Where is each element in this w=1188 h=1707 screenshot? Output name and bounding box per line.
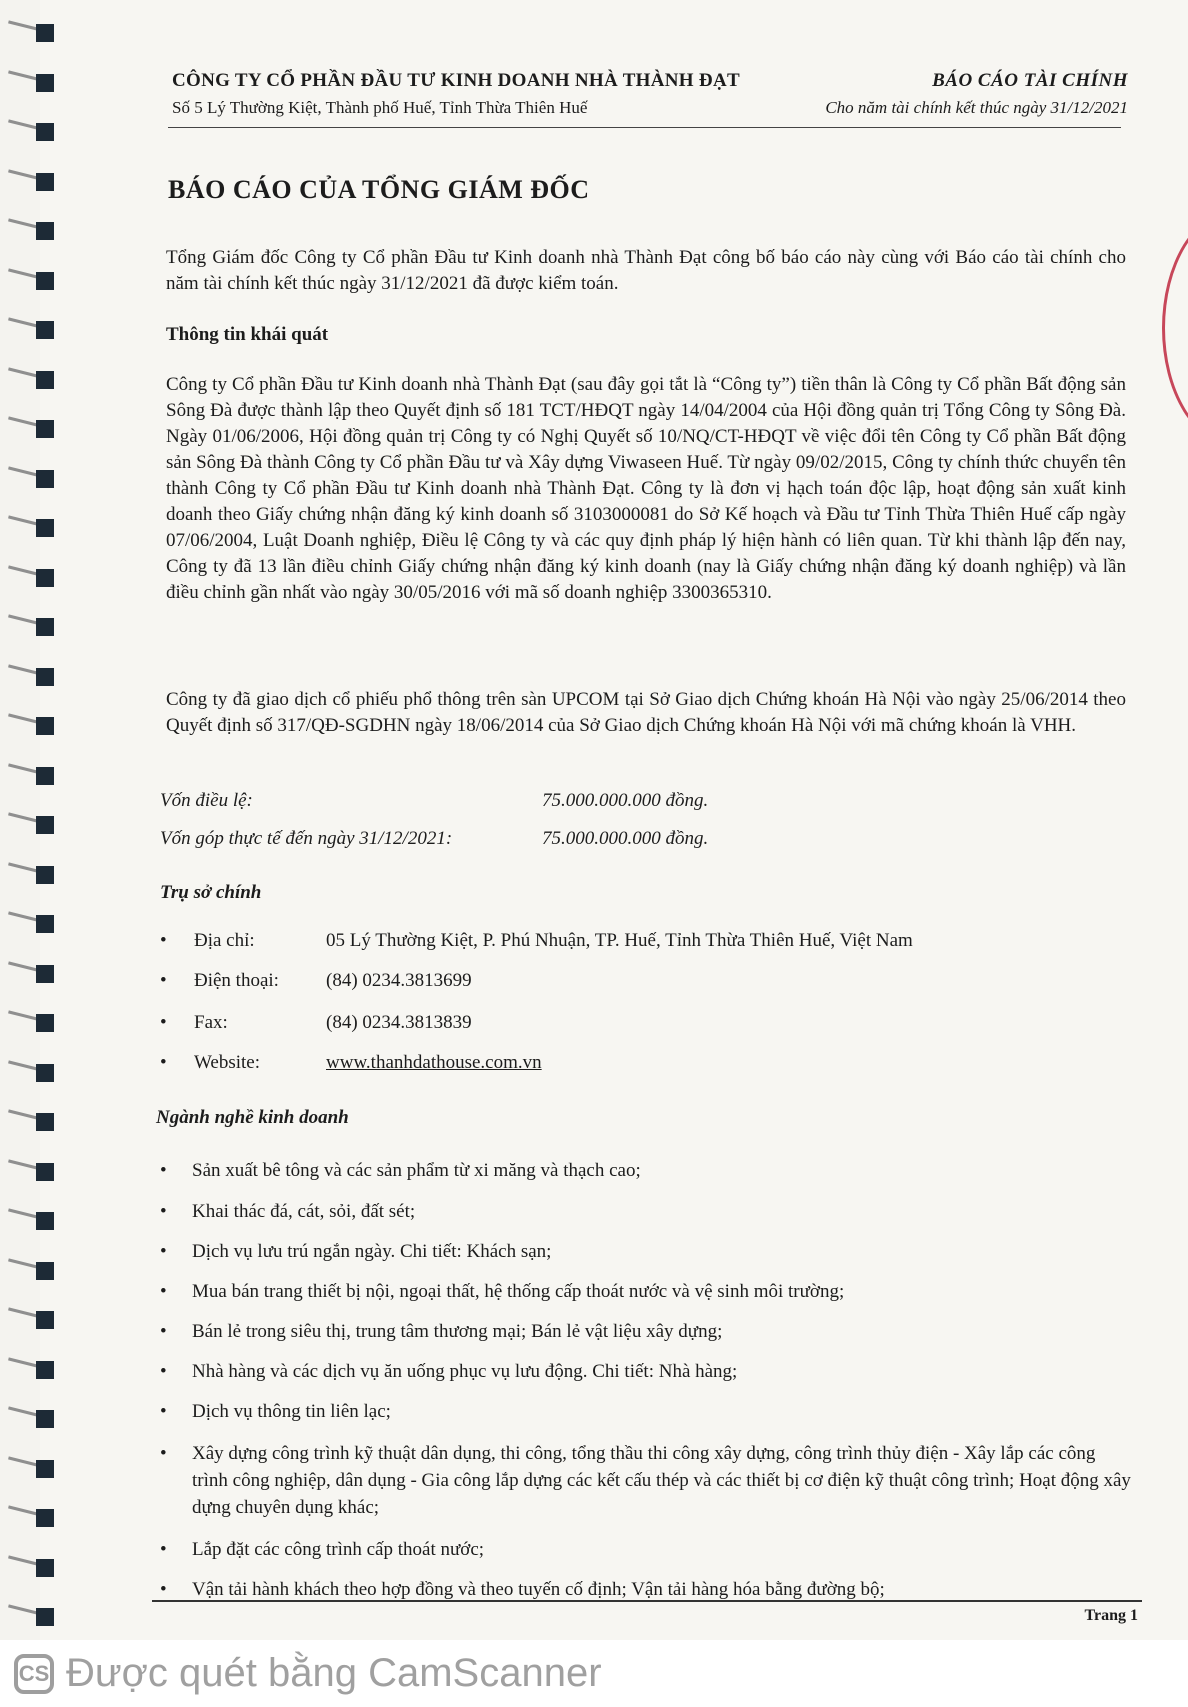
business-item — [160, 1440, 1135, 1521]
fax-row — [160, 1012, 472, 1034]
binding-ring — [8, 911, 54, 937]
binding-ring — [8, 367, 54, 393]
bullet-icon: • — [160, 1321, 167, 1342]
page-number: Trang 1 — [1084, 1607, 1138, 1624]
charter-capital-row — [160, 790, 708, 812]
bullet-icon: • — [160, 1539, 167, 1560]
bullet-icon: • — [160, 1443, 167, 1464]
spiral-binding — [0, 20, 58, 1630]
binding-ring — [8, 1159, 54, 1185]
business-item-text: Lắp đặt các công trình cấp thoát nước; — [192, 1539, 485, 1560]
website-link[interactable]: www.thanhdathouse.com.vn — [326, 1052, 542, 1073]
binding-ring — [8, 862, 54, 888]
binding-ring — [8, 664, 54, 690]
general-paragraph-1: Công ty Cổ phần Đầu tư Kinh doanh nhà Thành Đạt (sau đây gọi tắt là “Công ty”) tiền thân là Công ty Cổ phần Bất động sản Sông Đà được thành lập theo Quyết định số 181 TCT/HĐQT ngày 14/04/2004 của Hội đồng quản trị Tổng Công ty Sông Đà. Ngày 01/06/2006, Hội đồng quản trị Công ty có Nghị Quyết số 10/NQ/CT-HĐQT về việc đổi tên Công ty Cổ phần Bất động sản Sông Đà thành Công ty Cổ phần Đầu tư và Xây dựng Viwaseen Huế. Từ ngày 09/02/2015, Công ty chính thức chuyển tên thành Công ty Cổ phần Đầu tư Kinh doanh nhà Thành Đạt. Công ty là đơn vị hạch toán độc lập, hoạt động sản xuất kinh doanh theo Giấy chứng nhận đăng ký kinh doanh số 3103000081 do Sở Kế hoạch và Đầu tư Tỉnh Thừa Thiên Huế cấp ngày 07/06/2004, Luật Doanh nghiệp, Điều lệ Công ty và các quy định pháp lý hiện hành có liên quan. Từ khi thành lập đến nay, Công ty đã 13 lần điều chỉnh Giấy chứng nhận đăng ký kinh doanh (nay là Giấy chứng nhận đăng ký doanh nghiệp) và lần điều chỉnh gần nhất vào ngày 30/05/2016 với mã số doanh nghiệp 3300365310. — [166, 374, 1126, 603]
binding-ring — [8, 812, 54, 838]
footer-divider — [152, 1600, 1142, 1602]
website-label: Website: — [194, 1052, 261, 1073]
business-item-text: Xây dựng công trình kỹ thuật dân dụng, thi công, tổng thầu thi công xây dựng, công trình thủy điện - Xây lắp các công trình công nghiệp, dân dụng - Gia công lắp dựng các kết cấu thép và các thiết bị cơ điện kỹ thuật công trình; Hoạt động xây dựng chuyên dụng khác; — [192, 1443, 1131, 1518]
paid-capital-row — [160, 828, 708, 850]
bullet-icon: • — [160, 1401, 167, 1422]
intro-paragraph: Tổng Giám đốc Công ty Cổ phần Đầu tư Kinh doanh nhà Thành Đạt công bố báo cáo này cùng với Báo cáo tài chính cho năm tài chính kết thúc ngày 31/12/2021 đã được kiểm toán. — [166, 247, 1126, 294]
website-row — [160, 1052, 542, 1074]
binding-ring — [8, 70, 54, 96]
page-title: BÁO CÁO CỦA TỔNG GIÁM ĐỐC — [168, 175, 590, 204]
charter-capital-value: 75.000.000.000 đồng. — [542, 790, 709, 811]
business-item-text: Mua bán trang thiết bị nội, ngoại thất, hệ thống cấp thoát nước và vệ sinh môi trường; — [192, 1281, 845, 1302]
fax-value: (84) 0234.3813839 — [326, 1012, 472, 1033]
binding-ring — [8, 119, 54, 145]
watermark-text: Được quét bằng CamScanner — [66, 1651, 602, 1695]
binding-ring — [8, 1555, 54, 1581]
binding-ring — [8, 614, 54, 640]
business-item-text: Dịch vụ lưu trú ngắn ngày. Chi tiết: Khách sạn; — [192, 1241, 552, 1262]
binding-ring — [8, 565, 54, 591]
bullet-icon: • — [160, 1361, 167, 1382]
binding-ring — [8, 1505, 54, 1531]
business-item — [160, 1318, 1135, 1345]
charter-capital-label: Vốn điều lệ: — [160, 790, 253, 811]
binding-ring — [8, 713, 54, 739]
business-heading: Ngành nghề kinh doanh — [156, 1107, 349, 1128]
binding-ring — [8, 1258, 54, 1284]
bullet-icon: • — [160, 930, 167, 951]
binding-ring — [8, 1357, 54, 1383]
bullet-icon: • — [160, 1241, 167, 1262]
bullet-icon: • — [160, 1579, 167, 1600]
phone-value: (84) 0234.3813699 — [326, 970, 472, 991]
business-item-text: Nhà hàng và các dịch vụ ăn uống phục vụ lưu động. Chi tiết: Nhà hàng; — [192, 1361, 738, 1382]
binding-ring — [8, 20, 54, 46]
bullet-icon: • — [160, 1160, 167, 1181]
red-stamp — [1160, 210, 1188, 440]
business-item — [160, 1157, 1135, 1184]
camscanner-logo-icon: CS — [14, 1654, 54, 1694]
business-item — [160, 1398, 1135, 1425]
company-address: Số 5 Lý Thường Kiệt, Thành phố Huế, Tỉnh Thừa Thiên Huế — [172, 98, 588, 117]
business-item — [160, 1278, 1135, 1305]
binding-ring — [8, 317, 54, 343]
report-period: Cho năm tài chính kết thúc ngày 31/12/2021 — [825, 98, 1128, 117]
general-paragraph-2: Công ty đã giao dịch cổ phiếu phổ thông trên sàn UPCOM tại Sở Giao dịch Chứng khoán Hà Nội vào ngày 25/06/2014 theo Quyết định số 317/QĐ-SGDHN ngày 18/06/2014 của Sở Giao dịch Chứng khoán Hà Nội với mã chứng khoán là VHH. — [166, 689, 1126, 736]
phone-row — [160, 970, 472, 992]
phone-label: Điện thoại: — [194, 970, 279, 991]
binding-ring — [8, 1109, 54, 1135]
bullet-icon: • — [160, 1052, 167, 1073]
paid-capital-label: Vốn góp thực tế đến ngày 31/12/2021: — [160, 828, 453, 849]
binding-ring — [8, 218, 54, 244]
head-office-heading: Trụ sở chính — [160, 882, 262, 903]
general-heading: Thông tin khái quát — [166, 324, 329, 345]
business-item-text: Vận tải hành khách theo hợp đồng và theo tuyến cố định; Vận tải hàng hóa bằng đường bộ; — [192, 1579, 885, 1600]
business-item — [160, 1198, 1135, 1225]
binding-ring — [8, 169, 54, 195]
binding-ring — [8, 961, 54, 987]
binding-ring — [8, 763, 54, 789]
business-item — [160, 1238, 1135, 1265]
binding-ring — [8, 1406, 54, 1432]
binding-ring — [8, 1010, 54, 1036]
binding-ring — [8, 515, 54, 541]
bullet-icon: • — [160, 970, 167, 991]
bullet-icon: • — [160, 1281, 167, 1302]
binding-ring — [8, 1060, 54, 1086]
header-right — [825, 70, 1128, 118]
fax-label: Fax: — [194, 1012, 228, 1033]
bullet-icon: • — [160, 1012, 167, 1033]
binding-ring — [8, 416, 54, 442]
address-value: 05 Lý Thường Kiệt, P. Phú Nhuận, TP. Huế, Tỉnh Thừa Thiên Huế, Việt Nam — [326, 930, 913, 951]
binding-ring — [8, 1456, 54, 1482]
address-row — [160, 930, 913, 952]
business-item-text: Bán lẻ trong siêu thị, trung tâm thương mại; Bán lẻ vật liệu xây dựng; — [192, 1321, 723, 1342]
business-item-text: Khai thác đá, cát, sỏi, đất sét; — [192, 1201, 416, 1222]
binding-ring — [8, 466, 54, 492]
camscanner-watermark — [0, 1640, 1188, 1707]
business-item — [160, 1536, 1135, 1563]
company-name: CÔNG TY CỔ PHẦN ĐẦU TƯ KINH DOANH NHÀ THÀNH ĐẠT — [172, 70, 740, 91]
binding-ring — [8, 1208, 54, 1234]
address-label: Địa chỉ: — [194, 930, 255, 951]
business-item — [160, 1576, 1135, 1603]
binding-ring — [8, 1604, 54, 1630]
header-divider — [168, 127, 1121, 128]
business-item — [160, 1358, 1135, 1385]
paid-capital-value: 75.000.000.000 đồng. — [542, 828, 709, 849]
bullet-icon: • — [160, 1201, 167, 1222]
report-type: BÁO CÁO TÀI CHÍNH — [932, 70, 1128, 91]
binding-ring — [8, 1307, 54, 1333]
header-left — [172, 70, 740, 118]
business-item-text: Dịch vụ thông tin liên lạc; — [192, 1401, 391, 1422]
binding-ring — [8, 268, 54, 294]
business-item-text: Sản xuất bê tông và các sản phẩm từ xi măng và thạch cao; — [192, 1160, 641, 1181]
